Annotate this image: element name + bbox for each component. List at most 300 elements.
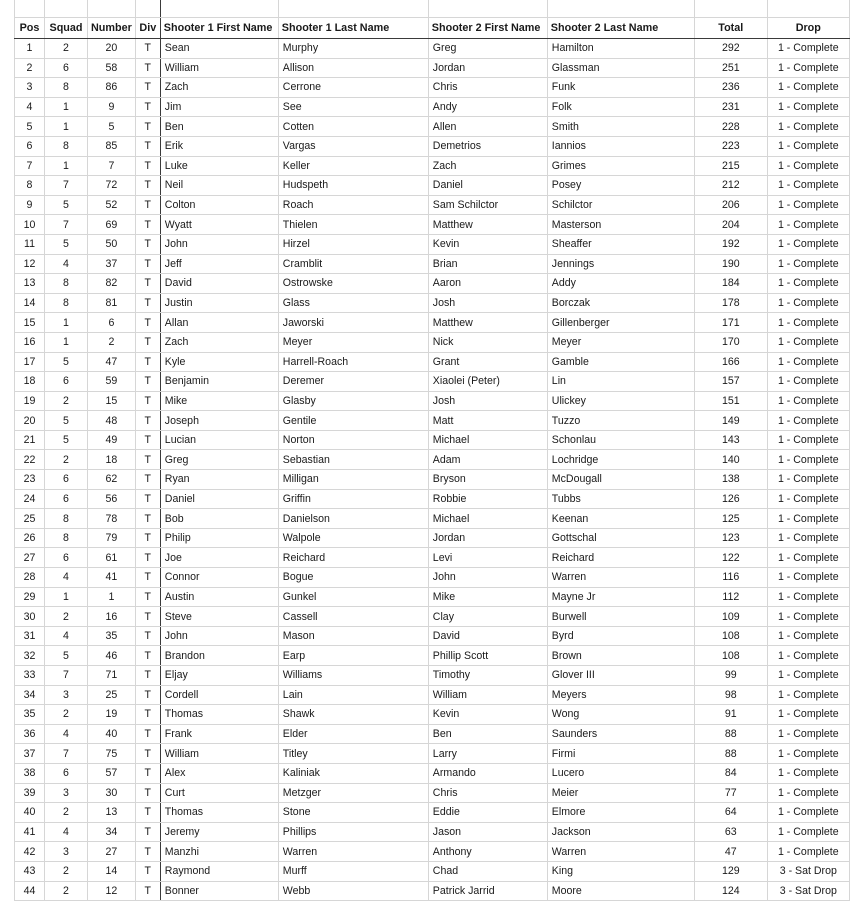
cell-number[interactable]: 13 [88, 803, 136, 823]
cell-shooter1-first[interactable]: Connor [160, 568, 278, 588]
cell-shooter2-last[interactable]: Glover III [547, 666, 694, 686]
cell-squad[interactable]: 1 [45, 313, 88, 333]
cell-squad[interactable]: 7 [45, 215, 88, 235]
cell-div[interactable]: T [135, 430, 160, 450]
cell-shooter2-first[interactable]: Jordan [428, 528, 547, 548]
cell-shooter2-first[interactable]: Chris [428, 783, 547, 803]
cell-shooter1-first[interactable]: Sean [160, 39, 278, 59]
cell-shooter2-first[interactable]: Anthony [428, 842, 547, 862]
cell-shooter2-first[interactable]: Adam [428, 450, 547, 470]
cell-number[interactable]: 78 [88, 509, 136, 529]
cell-squad[interactable]: 2 [45, 803, 88, 823]
cell-pos[interactable]: 27 [15, 548, 45, 568]
cell-div[interactable]: T [135, 372, 160, 392]
cell-number[interactable]: 2 [88, 332, 136, 352]
cell-div[interactable]: T [135, 724, 160, 744]
cell-total[interactable]: 149 [694, 411, 767, 431]
cell-squad[interactable]: 5 [45, 646, 88, 666]
cell-shooter2-first[interactable]: Josh [428, 391, 547, 411]
cell-shooter1-first[interactable]: Erik [160, 136, 278, 156]
cell-squad[interactable]: 6 [45, 489, 88, 509]
cell-drop[interactable]: 1 - Complete [767, 176, 849, 196]
cell-squad[interactable]: 2 [45, 861, 88, 881]
cell-div[interactable]: T [135, 156, 160, 176]
cell-div[interactable]: T [135, 176, 160, 196]
cell-div[interactable]: T [135, 626, 160, 646]
cell-shooter1-first[interactable]: Neil [160, 176, 278, 196]
cell-shooter2-first[interactable]: Brian [428, 254, 547, 274]
cell-squad[interactable]: 7 [45, 176, 88, 196]
cell-squad[interactable]: 7 [45, 666, 88, 686]
cell-div[interactable]: T [135, 842, 160, 862]
cell-shooter2-first[interactable]: Michael [428, 509, 547, 529]
cell-shooter2-first[interactable]: Daniel [428, 176, 547, 196]
cell-drop[interactable]: 1 - Complete [767, 391, 849, 411]
cell-shooter2-last[interactable]: Brown [547, 646, 694, 666]
cell-shooter2-last[interactable]: Firmi [547, 744, 694, 764]
cell-pos[interactable]: 16 [15, 332, 45, 352]
cell-total[interactable]: 124 [694, 881, 767, 901]
cell-div[interactable]: T [135, 489, 160, 509]
cell-pos[interactable]: 34 [15, 685, 45, 705]
cell-shooter2-last[interactable]: Warren [547, 842, 694, 862]
cell-div[interactable]: T [135, 352, 160, 372]
cell-shooter1-last[interactable]: Reichard [278, 548, 428, 568]
cell-total[interactable]: 140 [694, 450, 767, 470]
cell-shooter1-first[interactable]: Justin [160, 293, 278, 313]
cell-shooter1-first[interactable]: John [160, 234, 278, 254]
cell-shooter2-last[interactable]: Meyers [547, 685, 694, 705]
cell-pos[interactable]: 37 [15, 744, 45, 764]
cell-shooter1-last[interactable]: Mason [278, 626, 428, 646]
cell-div[interactable]: T [135, 254, 160, 274]
cell-shooter2-first[interactable]: Allen [428, 117, 547, 137]
cell-div[interactable]: T [135, 332, 160, 352]
cell-shooter1-last[interactable]: Earp [278, 646, 428, 666]
cell-total[interactable]: 64 [694, 803, 767, 823]
cell-shooter2-last[interactable]: Gottschal [547, 528, 694, 548]
cell-pos[interactable]: 23 [15, 470, 45, 490]
cell-total[interactable]: 251 [694, 58, 767, 78]
cell-drop[interactable]: 1 - Complete [767, 528, 849, 548]
cell-squad[interactable]: 2 [45, 705, 88, 725]
cell-pos[interactable]: 42 [15, 842, 45, 862]
cell-drop[interactable]: 1 - Complete [767, 215, 849, 235]
cell-drop[interactable]: 1 - Complete [767, 39, 849, 59]
cell-squad[interactable]: 5 [45, 411, 88, 431]
cell-drop[interactable]: 1 - Complete [767, 842, 849, 862]
cell-shooter1-first[interactable]: Allan [160, 313, 278, 333]
cell-drop[interactable]: 1 - Complete [767, 58, 849, 78]
cell-shooter2-last[interactable]: Jackson [547, 822, 694, 842]
cell-shooter1-last[interactable]: Norton [278, 430, 428, 450]
cell-shooter2-last[interactable]: Funk [547, 78, 694, 98]
cell-number[interactable]: 48 [88, 411, 136, 431]
cell-number[interactable]: 14 [88, 861, 136, 881]
cell-shooter2-first[interactable]: Greg [428, 39, 547, 59]
cell-drop[interactable]: 1 - Complete [767, 763, 849, 783]
cell-shooter1-first[interactable]: Thomas [160, 705, 278, 725]
cell-pos[interactable]: 11 [15, 234, 45, 254]
cell-number[interactable]: 69 [88, 215, 136, 235]
cell-shooter2-first[interactable]: William [428, 685, 547, 705]
cell-drop[interactable]: 1 - Complete [767, 254, 849, 274]
cell-total[interactable]: 228 [694, 117, 767, 137]
header-shooter1-last[interactable]: Shooter 1 Last Name [278, 18, 428, 39]
cell-div[interactable]: T [135, 78, 160, 98]
cell-shooter1-first[interactable]: Manzhi [160, 842, 278, 862]
cell-pos[interactable]: 22 [15, 450, 45, 470]
cell-pos[interactable]: 15 [15, 313, 45, 333]
cell-shooter2-last[interactable]: Jennings [547, 254, 694, 274]
cell-squad[interactable]: 6 [45, 58, 88, 78]
cell-total[interactable]: 123 [694, 528, 767, 548]
cell-number[interactable]: 15 [88, 391, 136, 411]
cell-shooter1-last[interactable]: Gentile [278, 411, 428, 431]
cell-pos[interactable]: 18 [15, 372, 45, 392]
cell-number[interactable]: 71 [88, 666, 136, 686]
cell-squad[interactable]: 5 [45, 430, 88, 450]
cell-div[interactable]: T [135, 293, 160, 313]
cell-shooter2-first[interactable]: Kevin [428, 234, 547, 254]
cell-shooter1-first[interactable]: Wyatt [160, 215, 278, 235]
cell-total[interactable]: 109 [694, 607, 767, 627]
cell-shooter1-first[interactable]: William [160, 58, 278, 78]
cell-squad[interactable]: 1 [45, 587, 88, 607]
cell-shooter2-first[interactable]: Patrick Jarrid [428, 881, 547, 901]
cell-pos[interactable]: 1 [15, 39, 45, 59]
cell-shooter1-last[interactable]: Kaliniak [278, 763, 428, 783]
cell-shooter2-first[interactable]: Chad [428, 861, 547, 881]
header-total[interactable]: Total [694, 18, 767, 39]
cell-number[interactable]: 41 [88, 568, 136, 588]
cell-pos[interactable]: 20 [15, 411, 45, 431]
cell-shooter2-last[interactable]: Lochridge [547, 450, 694, 470]
cell-shooter1-last[interactable]: Cassell [278, 607, 428, 627]
cell-shooter1-first[interactable]: Curt [160, 783, 278, 803]
cell-squad[interactable]: 8 [45, 274, 88, 294]
cell-total[interactable]: 292 [694, 39, 767, 59]
cell-div[interactable]: T [135, 136, 160, 156]
cell-shooter2-last[interactable]: Sheaffer [547, 234, 694, 254]
cell-shooter1-first[interactable]: Daniel [160, 489, 278, 509]
cell-pos[interactable]: 3 [15, 78, 45, 98]
cell-total[interactable]: 122 [694, 548, 767, 568]
cell-div[interactable]: T [135, 450, 160, 470]
cell-drop[interactable]: 1 - Complete [767, 97, 849, 117]
cell-drop[interactable]: 1 - Complete [767, 411, 849, 431]
cell-pos[interactable]: 12 [15, 254, 45, 274]
cell-div[interactable]: T [135, 783, 160, 803]
cell-shooter2-last[interactable]: Lucero [547, 763, 694, 783]
cell-total[interactable]: 143 [694, 430, 767, 450]
cell-number[interactable]: 46 [88, 646, 136, 666]
cell-shooter2-first[interactable]: John [428, 568, 547, 588]
cell-shooter2-last[interactable]: King [547, 861, 694, 881]
cell-shooter2-first[interactable]: Nick [428, 332, 547, 352]
cell-total[interactable]: 178 [694, 293, 767, 313]
cell-pos[interactable]: 43 [15, 861, 45, 881]
cell-shooter2-last[interactable]: Wong [547, 705, 694, 725]
cell-total[interactable]: 206 [694, 195, 767, 215]
cell-drop[interactable]: 1 - Complete [767, 78, 849, 98]
cell-shooter2-last[interactable]: Elmore [547, 803, 694, 823]
cell-pos[interactable]: 4 [15, 97, 45, 117]
cell-squad[interactable]: 3 [45, 685, 88, 705]
cell-shooter2-first[interactable]: Phillip Scott [428, 646, 547, 666]
cell-total[interactable]: 231 [694, 97, 767, 117]
cell-squad[interactable]: 8 [45, 528, 88, 548]
cell-drop[interactable]: 1 - Complete [767, 646, 849, 666]
cell-number[interactable]: 59 [88, 372, 136, 392]
cell-number[interactable]: 34 [88, 822, 136, 842]
cell-shooter1-first[interactable]: John [160, 626, 278, 646]
cell-number[interactable]: 82 [88, 274, 136, 294]
cell-shooter1-first[interactable]: Austin [160, 587, 278, 607]
cell-squad[interactable]: 8 [45, 293, 88, 313]
cell-shooter1-last[interactable]: Milligan [278, 470, 428, 490]
cell-pos[interactable]: 17 [15, 352, 45, 372]
cell-pos[interactable]: 33 [15, 666, 45, 686]
cell-shooter1-last[interactable]: Griffin [278, 489, 428, 509]
cell-total[interactable]: 223 [694, 136, 767, 156]
cell-total[interactable]: 215 [694, 156, 767, 176]
cell-shooter1-first[interactable]: Kyle [160, 352, 278, 372]
cell-shooter1-last[interactable]: Glasby [278, 391, 428, 411]
cell-drop[interactable]: 1 - Complete [767, 450, 849, 470]
cell-shooter1-last[interactable]: Keller [278, 156, 428, 176]
cell-shooter1-last[interactable]: Glass [278, 293, 428, 313]
cell-shooter1-last[interactable]: Harrell-Roach [278, 352, 428, 372]
cell-pos[interactable]: 24 [15, 489, 45, 509]
cell-shooter2-first[interactable]: Mike [428, 587, 547, 607]
cell-number[interactable]: 40 [88, 724, 136, 744]
cell-shooter2-last[interactable]: Iannios [547, 136, 694, 156]
cell-shooter2-first[interactable]: Demetrios [428, 136, 547, 156]
cell-shooter1-first[interactable]: Thomas [160, 803, 278, 823]
cell-drop[interactable]: 1 - Complete [767, 430, 849, 450]
cell-number[interactable]: 20 [88, 39, 136, 59]
cell-shooter1-last[interactable]: See [278, 97, 428, 117]
cell-total[interactable]: 112 [694, 587, 767, 607]
cell-shooter1-last[interactable]: Deremer [278, 372, 428, 392]
cell-shooter1-first[interactable]: Bonner [160, 881, 278, 901]
cell-pos[interactable]: 19 [15, 391, 45, 411]
cell-number[interactable]: 57 [88, 763, 136, 783]
cell-shooter1-last[interactable]: Allison [278, 58, 428, 78]
cell-drop[interactable]: 1 - Complete [767, 724, 849, 744]
cell-number[interactable]: 61 [88, 548, 136, 568]
cell-drop[interactable]: 1 - Complete [767, 607, 849, 627]
cell-shooter1-first[interactable]: Benjamin [160, 372, 278, 392]
cell-drop[interactable]: 1 - Complete [767, 803, 849, 823]
cell-drop[interactable]: 1 - Complete [767, 489, 849, 509]
cell-number[interactable]: 86 [88, 78, 136, 98]
cell-total[interactable]: 184 [694, 274, 767, 294]
cell-number[interactable]: 5 [88, 117, 136, 137]
cell-total[interactable]: 138 [694, 470, 767, 490]
cell-squad[interactable]: 8 [45, 136, 88, 156]
cell-shooter2-last[interactable]: Gillenberger [547, 313, 694, 333]
cell-div[interactable]: T [135, 548, 160, 568]
cell-shooter2-last[interactable]: Keenan [547, 509, 694, 529]
cell-shooter1-first[interactable]: Colton [160, 195, 278, 215]
cell-pos[interactable]: 28 [15, 568, 45, 588]
cell-shooter1-first[interactable]: Bob [160, 509, 278, 529]
cell-shooter1-last[interactable]: Bogue [278, 568, 428, 588]
cell-shooter2-first[interactable]: Aaron [428, 274, 547, 294]
cell-pos[interactable]: 29 [15, 587, 45, 607]
cell-total[interactable]: 108 [694, 626, 767, 646]
cell-squad[interactable]: 6 [45, 470, 88, 490]
cell-drop[interactable]: 1 - Complete [767, 666, 849, 686]
cell-number[interactable]: 16 [88, 607, 136, 627]
header-shooter1-first[interactable]: Shooter 1 First Name [160, 18, 278, 39]
cell-drop[interactable]: 1 - Complete [767, 332, 849, 352]
cell-shooter2-first[interactable]: Robbie [428, 489, 547, 509]
cell-div[interactable]: T [135, 509, 160, 529]
cell-drop[interactable]: 1 - Complete [767, 626, 849, 646]
cell-total[interactable]: 125 [694, 509, 767, 529]
cell-shooter1-first[interactable]: Frank [160, 724, 278, 744]
cell-total[interactable]: 166 [694, 352, 767, 372]
cell-total[interactable]: 98 [694, 685, 767, 705]
cell-pos[interactable]: 13 [15, 274, 45, 294]
cell-total[interactable]: 116 [694, 568, 767, 588]
cell-squad[interactable]: 8 [45, 78, 88, 98]
cell-drop[interactable]: 1 - Complete [767, 234, 849, 254]
cell-shooter1-first[interactable]: Lucian [160, 430, 278, 450]
cell-drop[interactable]: 1 - Complete [767, 783, 849, 803]
cell-squad[interactable]: 2 [45, 881, 88, 901]
cell-shooter1-last[interactable]: Cotten [278, 117, 428, 137]
cell-pos[interactable]: 40 [15, 803, 45, 823]
cell-shooter1-last[interactable]: Jaworski [278, 313, 428, 333]
cell-shooter1-first[interactable]: Jim [160, 97, 278, 117]
cell-shooter2-last[interactable]: Warren [547, 568, 694, 588]
cell-shooter2-first[interactable]: Sam Schilctor [428, 195, 547, 215]
cell-total[interactable]: 192 [694, 234, 767, 254]
cell-shooter2-last[interactable]: Schilctor [547, 195, 694, 215]
cell-total[interactable]: 151 [694, 391, 767, 411]
cell-shooter2-last[interactable]: Glassman [547, 58, 694, 78]
cell-total[interactable]: 170 [694, 332, 767, 352]
cell-squad[interactable]: 1 [45, 97, 88, 117]
cell-div[interactable]: T [135, 803, 160, 823]
header-div[interactable]: Div [135, 18, 160, 39]
cell-shooter2-last[interactable]: Grimes [547, 156, 694, 176]
cell-drop[interactable]: 1 - Complete [767, 156, 849, 176]
cell-shooter2-last[interactable]: Ulickey [547, 391, 694, 411]
cell-number[interactable]: 12 [88, 881, 136, 901]
cell-squad[interactable]: 4 [45, 626, 88, 646]
cell-number[interactable]: 27 [88, 842, 136, 862]
cell-total[interactable]: 212 [694, 176, 767, 196]
cell-shooter1-last[interactable]: Lain [278, 685, 428, 705]
cell-number[interactable]: 75 [88, 744, 136, 764]
cell-shooter1-first[interactable]: Brandon [160, 646, 278, 666]
cell-total[interactable]: 126 [694, 489, 767, 509]
cell-div[interactable]: T [135, 117, 160, 137]
cell-shooter1-first[interactable]: Ryan [160, 470, 278, 490]
cell-pos[interactable]: 26 [15, 528, 45, 548]
cell-total[interactable]: 47 [694, 842, 767, 862]
cell-squad[interactable]: 7 [45, 744, 88, 764]
cell-shooter2-last[interactable]: Mayne Jr [547, 587, 694, 607]
cell-pos[interactable]: 8 [15, 176, 45, 196]
cell-pos[interactable]: 41 [15, 822, 45, 842]
cell-shooter2-first[interactable]: Andy [428, 97, 547, 117]
cell-number[interactable]: 19 [88, 705, 136, 725]
cell-pos[interactable]: 38 [15, 763, 45, 783]
cell-pos[interactable]: 2 [15, 58, 45, 78]
cell-drop[interactable]: 1 - Complete [767, 744, 849, 764]
cell-shooter1-first[interactable]: Greg [160, 450, 278, 470]
cell-shooter1-last[interactable]: Webb [278, 881, 428, 901]
cell-shooter1-last[interactable]: Roach [278, 195, 428, 215]
cell-div[interactable]: T [135, 39, 160, 59]
cell-number[interactable]: 9 [88, 97, 136, 117]
cell-shooter2-last[interactable]: McDougall [547, 470, 694, 490]
cell-shooter2-first[interactable]: Michael [428, 430, 547, 450]
cell-total[interactable]: 129 [694, 861, 767, 881]
cell-shooter1-first[interactable]: William [160, 744, 278, 764]
cell-shooter1-first[interactable]: Luke [160, 156, 278, 176]
cell-shooter2-first[interactable]: Zach [428, 156, 547, 176]
cell-squad[interactable]: 2 [45, 391, 88, 411]
cell-shooter1-last[interactable]: Gunkel [278, 587, 428, 607]
cell-pos[interactable]: 36 [15, 724, 45, 744]
cell-drop[interactable]: 3 - Sat Drop [767, 881, 849, 901]
cell-squad[interactable]: 4 [45, 254, 88, 274]
cell-number[interactable]: 79 [88, 528, 136, 548]
cell-number[interactable]: 1 [88, 587, 136, 607]
cell-shooter1-last[interactable]: Phillips [278, 822, 428, 842]
cell-shooter2-first[interactable]: Larry [428, 744, 547, 764]
cell-shooter2-first[interactable]: Kevin [428, 705, 547, 725]
cell-drop[interactable]: 1 - Complete [767, 117, 849, 137]
cell-div[interactable]: T [135, 587, 160, 607]
cell-shooter1-last[interactable]: Williams [278, 666, 428, 686]
cell-pos[interactable]: 35 [15, 705, 45, 725]
cell-shooter1-first[interactable]: Mike [160, 391, 278, 411]
cell-total[interactable]: 171 [694, 313, 767, 333]
cell-div[interactable]: T [135, 411, 160, 431]
cell-number[interactable]: 25 [88, 685, 136, 705]
cell-number[interactable]: 52 [88, 195, 136, 215]
cell-pos[interactable]: 39 [15, 783, 45, 803]
cell-drop[interactable]: 1 - Complete [767, 313, 849, 333]
cell-total[interactable]: 88 [694, 724, 767, 744]
cell-div[interactable]: T [135, 861, 160, 881]
cell-shooter2-first[interactable]: Matt [428, 411, 547, 431]
cell-shooter2-first[interactable]: Clay [428, 607, 547, 627]
cell-shooter1-last[interactable]: Metzger [278, 783, 428, 803]
cell-drop[interactable]: 1 - Complete [767, 195, 849, 215]
cell-number[interactable]: 58 [88, 58, 136, 78]
cell-squad[interactable]: 2 [45, 450, 88, 470]
cell-shooter1-first[interactable]: Joseph [160, 411, 278, 431]
cell-div[interactable]: T [135, 528, 160, 548]
cell-shooter1-last[interactable]: Hirzel [278, 234, 428, 254]
header-shooter2-first[interactable]: Shooter 2 First Name [428, 18, 547, 39]
cell-drop[interactable]: 1 - Complete [767, 685, 849, 705]
cell-total[interactable]: 63 [694, 822, 767, 842]
cell-shooter2-last[interactable]: Burwell [547, 607, 694, 627]
cell-shooter2-last[interactable]: Lin [547, 372, 694, 392]
cell-shooter1-first[interactable]: Ben [160, 117, 278, 137]
cell-pos[interactable]: 44 [15, 881, 45, 901]
